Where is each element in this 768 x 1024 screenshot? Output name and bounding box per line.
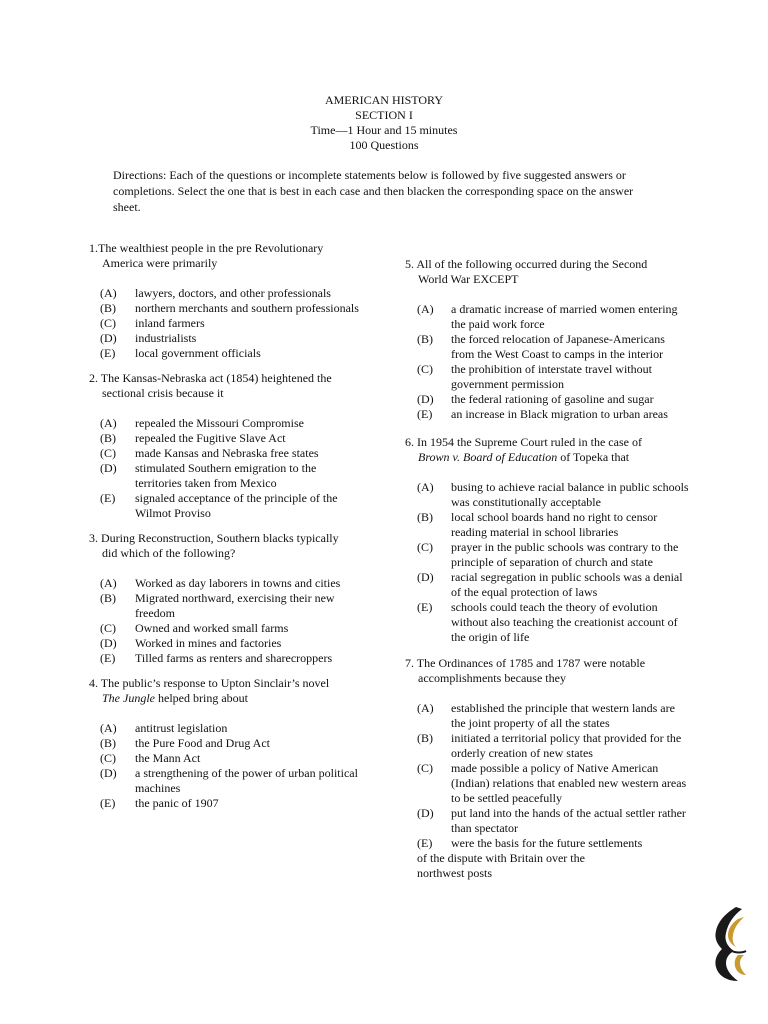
answer-option: (D) put land into the hands of the actual settler rather than spectator (417, 806, 686, 835)
publisher-logo-icon (708, 905, 748, 983)
answer-option: (D) racial segregation in public schools was a denial of the equal protection of laws (417, 570, 683, 599)
answer-option: (C) made Kansas and Nebraska free states (100, 446, 319, 460)
answer-option: (B) initiated a territorial policy that provided for the orderly creation of new states (417, 731, 682, 760)
answer-option: (B) local school boards hand no right to censor reading material in school libraries (417, 510, 658, 539)
answer-option: (A) lawyers, doctors, and other professionals (100, 286, 331, 300)
question-4 (89, 676, 364, 811)
question-3 (89, 531, 364, 666)
left-column (89, 241, 364, 821)
answer-option: (E) signaled acceptance of the principle of the Wilmot Proviso (100, 491, 338, 520)
answer-option: (C) the prohibition of interstate travel without government permission (417, 362, 652, 391)
answer-option: (B) the forced relocation of Japanese-Americans from the West Coast to camps in the interior (417, 332, 665, 361)
page-header (0, 93, 768, 153)
right-column (405, 257, 690, 891)
question-stem: 7. The Ordinances of 1785 and 1787 were notable accomplishments because they (405, 656, 646, 685)
answer-option: (A) Worked as day laborers in towns and cities (100, 576, 341, 590)
answer-option: (A) repealed the Missouri Compromise (100, 416, 304, 430)
question-1 (89, 241, 364, 361)
answer-option: (D) a strengthening of the power of urban political machines (100, 766, 358, 795)
answer-option: (E) Tilled farms as renters and sharecroppers (100, 651, 333, 665)
question-stem: 5. All of the following occurred during the Second World War EXCEPT (405, 257, 648, 286)
question-stem: 6. In 1954 the Supreme Court ruled in the case of Brown v. Board of Education of Topeka that (405, 435, 642, 464)
header-section: SECTION I (355, 108, 413, 122)
answer-option: (E) schools could teach the theory of evolution without also teaching the creationist account of the origin of life (417, 600, 678, 644)
answer-option: (E) local government officials (100, 346, 261, 360)
answer-option: (A) antitrust legislation (100, 721, 228, 735)
book-title: The Jungle (102, 691, 155, 705)
answer-option: (C) the Mann Act (100, 751, 201, 765)
answer-option: (C) prayer in the public schools was contrary to the principle of separation of church and state (417, 540, 679, 569)
question-7 (405, 656, 690, 881)
header-count: 100 Questions (349, 138, 419, 152)
option-continuation: northwest posts (417, 866, 492, 880)
answer-option: (D) industrialists (100, 331, 197, 345)
answer-option: (E) were the basis for the future settlements (417, 836, 643, 850)
question-stem: 1.The wealthiest people in the pre Revolutionary America were primarily (89, 241, 324, 270)
answer-option: (B) northern merchants and southern professionals (100, 301, 359, 315)
answer-option: (B) Migrated northward, exercising their new freedom (100, 591, 335, 620)
option-continuation: of the dispute with Britain over the (417, 851, 585, 865)
answer-option: (C) inland farmers (100, 316, 205, 330)
answer-option: (C) made possible a policy of Native American (Indian) relations that enabled new western areas to be settled peacefully (417, 761, 687, 805)
answer-option: (E) the panic of 1907 (100, 796, 219, 810)
question-stem: 2. The Kansas-Nebraska act (1854) heightened the sectional crisis because it (89, 371, 332, 400)
header-time: Time—1 Hour and 15 minutes (310, 123, 458, 137)
answer-option: (D) Worked in mines and factories (100, 636, 282, 650)
question-5 (405, 257, 690, 422)
answer-option: (D) the federal rationing of gasoline and sugar (417, 392, 654, 406)
answer-option: (E) an increase in Black migration to urban areas (417, 407, 668, 421)
answer-option: (A) established the principle that western lands are the joint property of all the states (417, 701, 675, 730)
case-title: Brown v. Board of Education (418, 450, 558, 464)
question-stem: 3. During Reconstruction, Southern blacks typically did which of the following? (89, 531, 339, 560)
question-stem: 4. The public’s response to Upton Sinclair’s novel The Jungle helped bring about (89, 676, 330, 705)
question-2 (89, 371, 364, 521)
answer-option: (D) stimulated Southern emigration to the territories taken from Mexico (100, 461, 317, 490)
answer-option: (A) busing to achieve racial balance in public schools was constitutionally acceptable (417, 480, 689, 509)
question-6 (405, 435, 690, 645)
directions-text: Directions: Each of the questions or incomplete statements below is followed by five suggested answers or completions. Select the one that is best in each case and then blacken the corresponding space on the answer sheet. (113, 168, 634, 214)
answer-option: (A) a dramatic increase of married women entering the paid work force (417, 302, 678, 331)
answer-option: (B) the Pure Food and Drug Act (100, 736, 270, 750)
answer-option: (B) repealed the Fugitive Slave Act (100, 431, 286, 445)
answer-option: (C) Owned and worked small farms (100, 621, 289, 635)
header-title: AMERICAN HISTORY (324, 93, 444, 107)
